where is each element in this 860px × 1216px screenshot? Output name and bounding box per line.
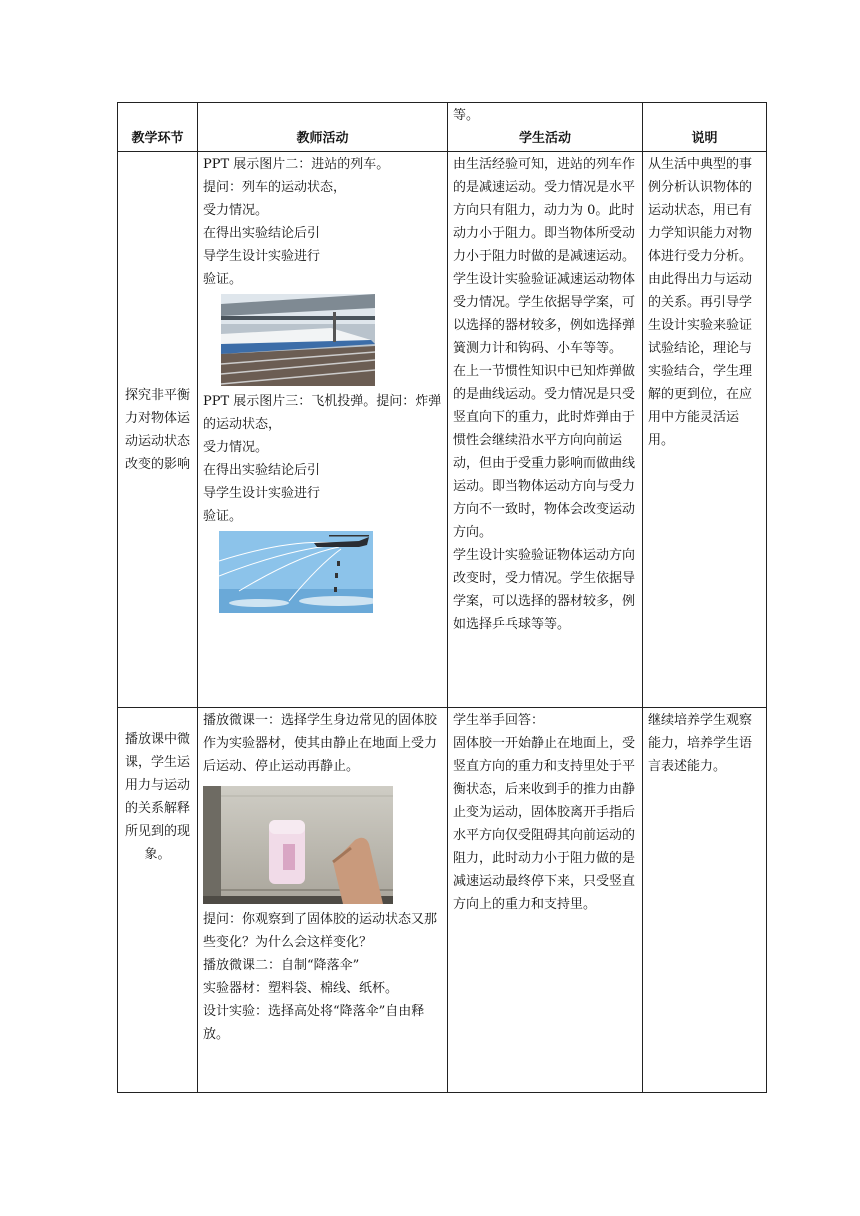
text-line: 提问：列车的运动状态， [203, 180, 347, 195]
header-teacher: 教师活动 [198, 103, 448, 152]
text-line: 受力情况。 [203, 440, 269, 455]
text-line: 受力情况。 [203, 203, 269, 218]
text-line: 验证。 [203, 509, 243, 524]
student-cell [448, 708, 643, 1093]
text-line: 在得出实验结论后引 [203, 226, 321, 241]
text-line: PPT 展示图片三：飞机投弹。提问：炸弹的运动状态， [203, 394, 442, 432]
header-note: 说明 [643, 103, 767, 152]
note-cell: 从生活中典型的事例分析认识物体的运动状态，用已有力学知识能力对物体进行受力分析。由此得出力与运动的关系。再引导学生设计实验来验证试验结论，理论与实验结合，学生理解的更到位，在应用中方能灵活运用。 [643, 152, 767, 708]
text-paragraph: 固体胶一开始静止在地面上，受竖直方向的重力和支持里处于平衡状态，后来收到手的推力由静止变为运动，固体胶离开手指后水平方向仅受阻碍其向前运动的阻力，此时动力小于阻力做的是减速运动最终停下来，只受竖直方向上的重力和支持里。 [453, 736, 636, 912]
table-row [118, 152, 767, 708]
text-line: 导学生设计实验进行 [203, 249, 321, 264]
glue-stick-photo [203, 786, 393, 904]
text-line: 学生举手回答： [453, 713, 545, 728]
lesson-plan-table [117, 102, 767, 1093]
text-line: 导学生设计实验进行 [203, 486, 321, 501]
text-line: 在得出实验结论后引 [203, 463, 321, 478]
teacher-cell [198, 152, 448, 708]
text-paragraph: 学生设计实验验证减速运动物体受力情况。学生依据导学案，可以选择的器材较多，例如选择弹簧测力计和钩码、小车等等。 [453, 272, 636, 356]
table-row [118, 708, 767, 1093]
text-line: 设计实验：选择高处将“降落伞”自由释放。 [203, 1004, 425, 1042]
text-line: 实验器材：塑料袋、棉线、纸杯。 [203, 981, 399, 996]
train-photo [221, 294, 375, 386]
header-row [118, 103, 767, 152]
text-line: 提问：你观察到了固体胶的运动状态又那些变化？为什么会这样变化？ [203, 912, 438, 950]
carryover-text: 等。 [453, 108, 480, 123]
text-paragraph: 由生活经验可知，进站的列车作的是减速运动。受力情况是水平方向只有阻力，动力为 0。此时动力小于阻力。即当物体所受动力小于阻力时做的是减速运动。 [453, 157, 636, 264]
text-paragraph: 学生设计实验验证物体运动方向改变时，受力情况。学生依据导学案，可以选择的器材较多，例如选择乒乓球等等。 [453, 548, 636, 632]
bomber-photo [219, 531, 373, 613]
teacher-cell [198, 708, 448, 1093]
text-line: PPT 展示图片二：进站的列车。 [203, 157, 390, 172]
header-stage: 教学环节 [118, 103, 198, 152]
text-paragraph: 在上一节惯性知识中已知炸弹做的是曲线运动。受力情况是只受竖直向下的重力，此时炸弹由于惯性会继续沿水平方向向前运动，但由于受重力影响而做曲线运动。即当物体运动方向与受力方向不一致时，物体会改变运动方向。 [453, 364, 636, 540]
header-student [448, 103, 643, 152]
header-student-label: 学生活动 [518, 131, 571, 146]
student-cell [448, 152, 643, 708]
text-line: 播放微课二：自制“降落伞” [203, 958, 360, 973]
text-paragraph: 播放微课一：选择学生身边常见的固体胶作为实验器材，使其由静止在地面上受力后运动、停止运动再静止。 [203, 713, 438, 774]
stage-cell: 探究非平衡力对物体运动运动状态改变的影响 [118, 152, 198, 708]
stage-cell: 播放课中微课，学生运用力与运动的关系解释所见到的现象。 [118, 708, 198, 1093]
note-cell: 继续培养学生观察能力，培养学生语言表述能力。 [643, 708, 767, 1093]
text-line: 验证。 [203, 272, 243, 287]
